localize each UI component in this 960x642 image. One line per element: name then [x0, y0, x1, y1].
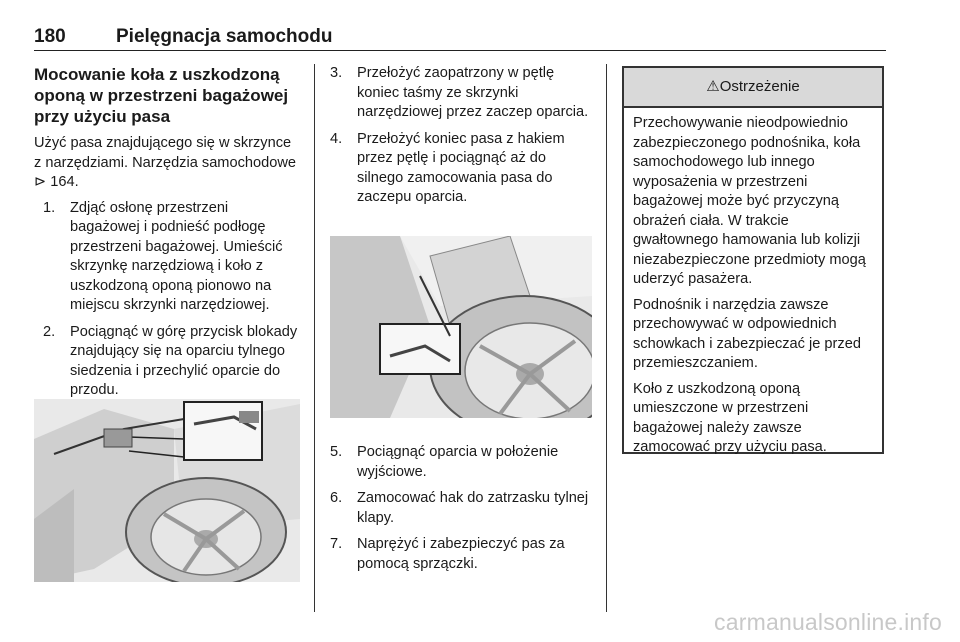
step-text: Przełożyć zaopatrzony w pętlę koniec taśmy ze skrzynki narzędziowej przez zaczep oparcia.: [357, 65, 589, 120]
warning-paragraph: Koło z uszkodzoną oponą umieszczone w przestrzeni bagażowej należy zawsze zamocować przy użyciu pasa.: [633, 380, 827, 455]
steps-list-3: [330, 443, 595, 574]
warning-title: Ostrzeżenie: [719, 78, 800, 95]
step-number: 2.: [43, 323, 56, 340]
list-item: [330, 130, 595, 208]
steps-list-2: [330, 64, 595, 208]
intro-paragraph: [34, 134, 300, 193]
warning-header: [624, 68, 882, 108]
intro-page-ref[interactable]: 164.: [50, 174, 79, 190]
list-item: [330, 443, 595, 482]
step-number: 3.: [330, 65, 343, 81]
step-number: 1.: [43, 199, 56, 216]
warning-paragraph: Podnośnik i narzędzia zawsze przechowywać w odpowiednich schowkach i zabezpieczać je przed przemieszczaniem.: [633, 296, 861, 371]
list-item: [43, 323, 300, 401]
watermark: carmanualsonline.info: [714, 609, 942, 635]
list-item: [330, 535, 595, 574]
column-divider: [606, 64, 607, 612]
warning-body: [624, 108, 882, 458]
column-divider: [314, 64, 315, 612]
step-number: 7.: [330, 536, 343, 552]
step-text: Zamocować hak do zatrzasku tylnej klapy.: [357, 490, 589, 526]
step-text: Pociągnąć oparcia w położenie wyjściowe.: [357, 444, 559, 480]
wheel-strap-illustration: [330, 236, 592, 418]
list-item: [330, 64, 595, 123]
step-text: Pociągnąć w górę przycisk blokady znajdujący się na oparciu tylnego siedzenia i przechylić oparcie do przodu.: [70, 323, 298, 398]
step-number: 5.: [330, 444, 343, 460]
step-text: Zdjąć osłonę przestrzeni bagażowej i podnieść podłogę przestrzeni bagażowej. Umieścić skrzynkę narzędziową i koło z uszkodzoną oponą pionowo na miejscu skrzynki narzędziowej.: [70, 199, 283, 313]
step-text: Przełożyć koniec pasa z hakiem przez pętlę i pociągnąć aż do silnego zamocowania pasa do zaczepu oparcia.: [357, 130, 565, 205]
page-ref-arrow-icon: ⊳: [34, 174, 47, 190]
column-2-bottom: [330, 443, 595, 581]
list-item: [330, 489, 595, 528]
chapter-title: Pielęgnacja samochodu: [116, 26, 333, 47]
page-number: 180: [34, 26, 66, 47]
seat-strap-illustration: [34, 399, 300, 582]
step-number: 4.: [330, 130, 343, 147]
page-header: [34, 24, 886, 51]
warning-paragraph: Przechowywanie nieodpowiednio zabezpieczonego podnośnika, koła samochodowego lub innego wyposażenia w przestrzeni bagażowej może być przyczyną obrażeń ciała. W trakcie gwałtownego hamowania lub kolizji niezabezpieczone przedmioty mogą uderzyć pasażera.: [633, 115, 866, 287]
step-text: Naprężyć i zabezpieczyć pas za pomocą sprzączki.: [357, 536, 565, 572]
column-1: [34, 64, 300, 408]
warning-triangle-icon: ⚠: [706, 78, 720, 95]
steps-list-1: [34, 199, 300, 401]
column-2: [330, 64, 595, 215]
intro-text: Użyć pasa znajdującego się w skrzynce z narzędziami. Narzędzia samochodowe: [34, 135, 296, 171]
step-number: 6.: [330, 490, 343, 506]
list-item: [43, 199, 300, 316]
section-title: Mocowanie koła z uszkodzoną oponą w przestrzeni bagażowej przy użyciu pasa: [34, 65, 289, 126]
warning-box: [622, 66, 884, 454]
